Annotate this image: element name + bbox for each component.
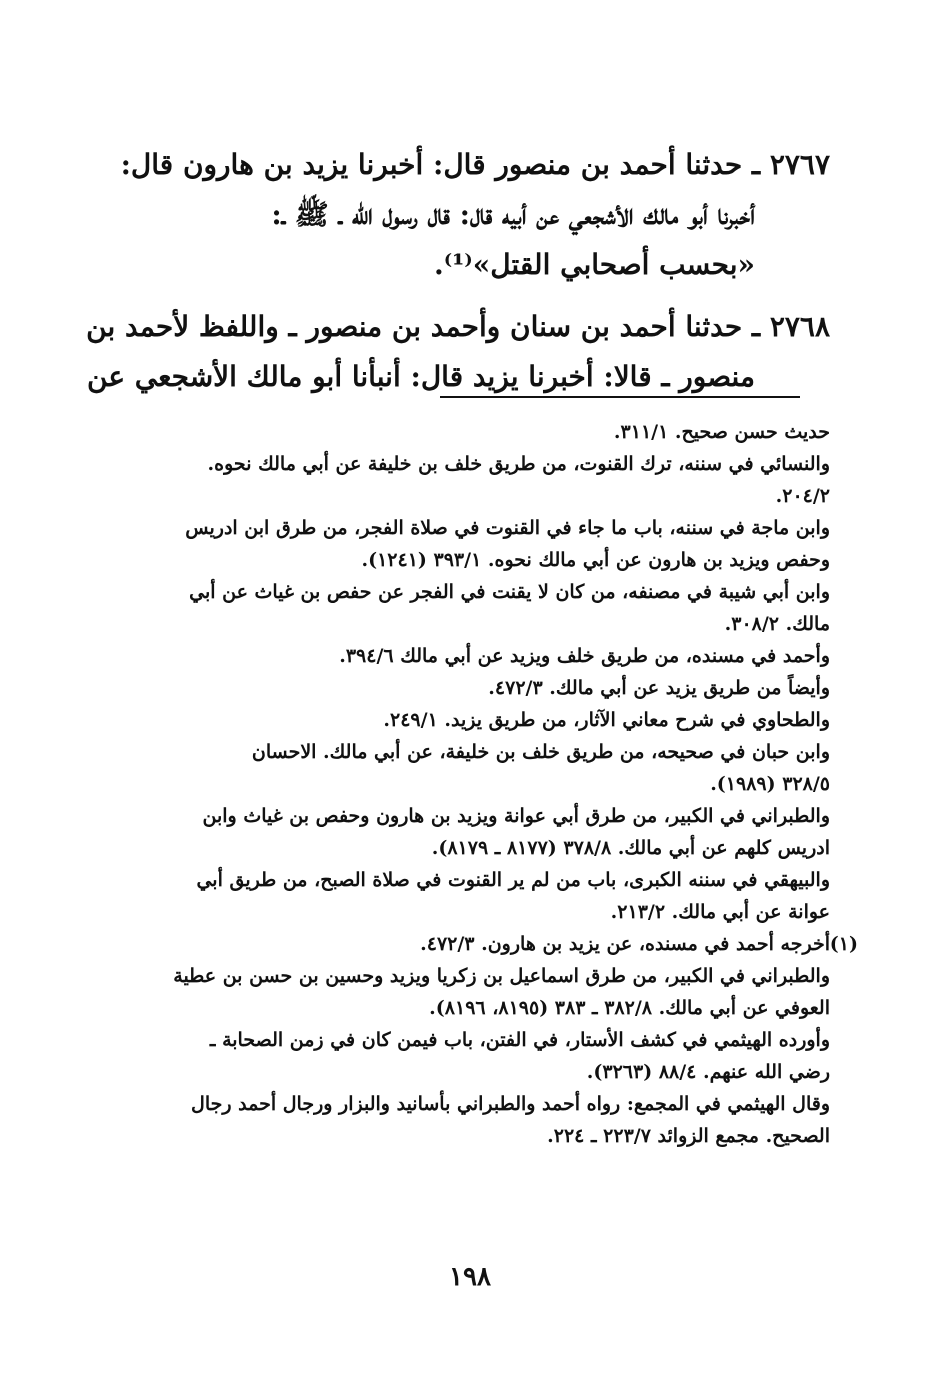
hadith-2767-line-2: أخبرنا أبو مالك الأشجعي عن أبيه قال: قال رسول الله ـ ﷺ ـ: bbox=[271, 198, 755, 231]
note-line: وأيضاً من طريق يزيد عن أبي مالك. ٤٧٢/٣. bbox=[488, 677, 830, 699]
note-line: وابن ماجة في سننه، باب ما جاء في القنوت في صلاة الفجر، من طرق ابن ادريس bbox=[185, 517, 830, 539]
page-number: ١٩٨ bbox=[449, 1262, 491, 1292]
footnote-1-line: العوفي عن أبي مالك. ٣٨٢/٨ ـ ٣٨٣ (٨١٩٥، ٨١٩٦). bbox=[429, 997, 830, 1019]
hadith-2767-line-3: «بحسب أصحابي القتل»⁽¹⁾. bbox=[434, 248, 755, 281]
footnote-1-line: رضي الله عنهم. ٨٨/٤ (٣٢٦٣). bbox=[586, 1061, 830, 1083]
note-line: ٢٠٤/٢. bbox=[775, 485, 830, 507]
note-line: مالك. ٣٠٨/٢. bbox=[724, 613, 830, 635]
hadith-2768-line-2: منصور ـ قالا: أخبرنا يزيد قال: أنبأنا أبو مالك الأشجعي عن bbox=[87, 360, 755, 393]
note-line: والطحاوي في شرح معاني الآثار، من طريق يزيد. ٢٤٩/١. bbox=[383, 709, 830, 731]
footnote-1 bbox=[130, 928, 858, 960]
footnote-1-line: والطبراني في الكبير، من طرق اسماعيل بن زكريا ويزيد وحسين بن حسن بن عطية bbox=[173, 965, 830, 987]
note-line: ٣٢٨/٥ (١٩٨٩). bbox=[710, 773, 830, 795]
main-text bbox=[86, 140, 830, 402]
footnote-1-line: وأورده الهيثمي في كشف الأستار، في الفتن، باب فيمن كان في زمن الصحابة ـ bbox=[209, 1029, 830, 1051]
note-line: والطبراني في الكبير، من طرق أبي عوانة ويزيد بن هارون وحفص بن غياث وابن bbox=[202, 805, 830, 827]
note-line: والبيهقي في سننه الكبرى، باب من لم ير القنوت في صلاة الصبح، من طريق أبي bbox=[196, 869, 830, 891]
footnote-divider bbox=[440, 396, 800, 398]
footnote-marker: (١) bbox=[829, 933, 858, 955]
note-line: والنسائي في سننه، ترك القنوت، من طريق خلف بن خليفة عن أبي مالك نحوه. bbox=[207, 453, 830, 475]
note-line: ادريس كلهم عن أبي مالك. ٣٧٨/٨ (٨١٧٧ ـ ٨١٧٩). bbox=[431, 837, 830, 859]
footnote-1-line: وقال الهيثمي في المجمع: رواه أحمد والطبراني بأسانيد والبزار ورجال أحمد رجال bbox=[191, 1093, 830, 1115]
note-line: حديث حسن صحيح. ٣١١/١. bbox=[613, 421, 830, 443]
footnote-1-line: الصحيح. مجمع الزوائد ٢٢٣/٧ ـ ٢٢٤. bbox=[547, 1125, 830, 1147]
footnote-1-line-1: أخرجه أحمد في مسنده، عن يزيد بن هارون. ٤٧٢/٣. bbox=[420, 933, 830, 955]
hadith-2768-line-1: ٢٧٦٨ ـ حدثنا أحمد بن سنان وأحمد بن منصور ـ واللفظ لأحمد بن bbox=[86, 310, 830, 343]
note-line: وحفص ويزيد بن هارون عن أبي مالك نحوه. ٣٩٣/١ (١٢٤١). bbox=[361, 549, 830, 571]
note-line: وابن حبان في صحيحه، من طريق خلف بن خليفة، عن أبي مالك. الاحسان bbox=[251, 741, 830, 763]
note-line: وابن أبي شيبة في مصنفه، من كان لا يقنت في الفجر عن حفص بن غياث عن أبي bbox=[189, 581, 830, 603]
hadith-2767-line-1: ٢٧٦٧ ـ حدثنا أحمد بن منصور قال: أخبرنا يزيد بن هارون قال: bbox=[120, 148, 830, 181]
note-line: وأحمد في مسنده، من طريق خلف ويزيد عن أبي مالك ٣٩٤/٦. bbox=[339, 645, 830, 667]
note-line: عوانة عن أبي مالك. ٢١٣/٢. bbox=[610, 901, 830, 923]
footnotes bbox=[130, 408, 858, 1152]
